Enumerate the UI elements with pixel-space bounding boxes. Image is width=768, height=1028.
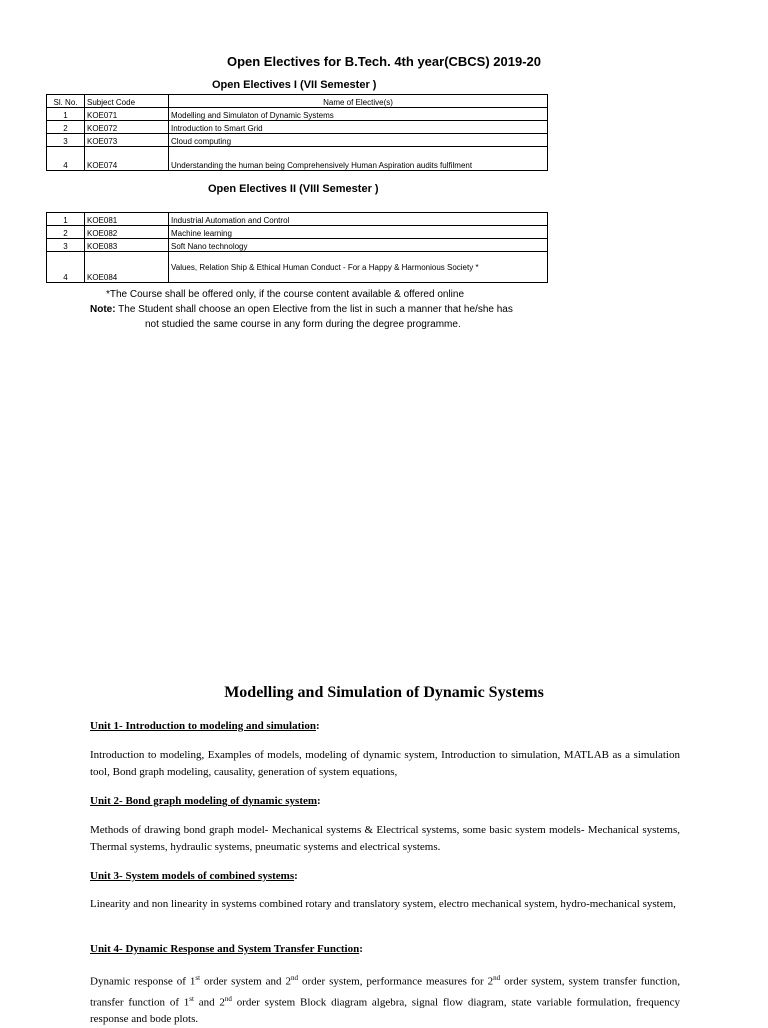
cell-code: KOE074 [85,147,169,171]
cell-name: Modelling and Simulaton of Dynamic Systems [169,108,548,121]
ordinal-suffix: nd [291,974,299,982]
table2-heading: Open Electives II (VIII Semester ) [208,183,379,195]
cell-name: Industrial Automation and Control [169,213,548,226]
cell-code: KOE082 [85,226,169,239]
unit-heading: Unit 2- Bond graph modeling of dynamic system: [90,795,321,807]
table-row [47,239,548,252]
unit-text: and 2 [193,996,225,1009]
table-row [47,213,548,226]
table-row [47,147,548,171]
course-title: Modelling and Simulation of Dynamic Systems [224,684,544,701]
table-row [47,134,548,147]
electives-table-2 [46,212,548,283]
unit-body: Methods of drawing bond graph model- Mechanical systems & Electrical systems, some basic system models- Mechanical systems, Thermal systems, hydraulic systems, pneumatic systems and electrical systems. [90,824,680,853]
cell-sl: 4 [47,147,85,171]
cell-sl: 2 [47,226,85,239]
note-line-2: not studied the same course in any form during the degree programme. [145,319,461,330]
cell-name: Values, Relation Ship & Ethical Human Conduct - For a Happy & Harmonious Society * [169,252,548,283]
unit-label: Unit 4- Dynamic Response and System Transfer Function [90,943,360,955]
cell-sl: 2 [47,121,85,134]
cell-sl: 3 [47,239,85,252]
cell-sl: 4 [47,252,85,283]
note-label: Note: [90,304,116,315]
cell-code: KOE071 [85,108,169,121]
cell-sl: 1 [47,213,85,226]
unit-label: Unit 3- System models of combined systems [90,870,295,882]
unit-text: order system Block diagram algebra, signal flow diagram, state variable formulation, frequency response and bode plots. [90,996,680,1026]
unit-heading: Unit 4- Dynamic Response and System Transfer Function: [90,943,363,955]
cell-name: Introduction to Smart Grid [169,121,548,134]
note-text: The Student shall choose an open Elective from the list in such a manner that he/she has [115,304,513,315]
column-header-sl: Sl. No. [47,95,85,108]
cell-code: KOE072 [85,121,169,134]
unit-label: Unit 1- Introduction to modeling and simulation [90,720,316,732]
note-line-1 [90,304,513,315]
cell-code: KOE081 [85,213,169,226]
cell-sl: 3 [47,134,85,147]
cell-name: Machine learning [169,226,548,239]
unit-text: order system, performance measures for 2 [298,975,494,988]
unit-text: order system and 2 [200,975,292,988]
cell-sl: 1 [47,108,85,121]
unit-text: Dynamic response of 1 [90,975,196,988]
cell-code: KOE084 [85,252,169,283]
page-title: Open Electives for B.Tech. 4th year(CBCS) 2019-20 [226,54,542,69]
cell-code: KOE083 [85,239,169,252]
unit-label: Unit 2- Bond graph modeling of dynamic system [90,795,318,807]
ordinal-suffix: nd [224,994,232,1003]
ordinal-suffix: st [195,974,201,982]
cell-name: Soft Nano technology [169,239,548,252]
column-header-code: Subject Code [85,95,169,108]
column-header-name: Name of Elective(s) [169,95,548,108]
footnote: *The Course shall be offered only, if the course content available & offered online [106,289,465,300]
table-row [47,252,548,283]
cell-code: KOE073 [85,134,169,147]
ordinal-suffix: st [189,994,194,1003]
table1-heading: Open Electives I (VII Semester ) [212,79,377,91]
table-row [47,226,548,239]
unit-body: Linearity and non linearity in systems combined rotary and translatory system, electro mechanical system, hydro-mechanical system, [90,898,676,910]
unit-heading: Unit 1- Introduction to modeling and simulation: [90,720,320,732]
ordinal-suffix: nd [493,974,501,982]
cell-name: Cloud computing [169,134,548,147]
table-header-row [47,95,548,108]
table-row [47,121,548,134]
unit-body: Introduction to modeling, Examples of models, modeling of dynamic system, Introduction to simulation, MATLAB as a simulation tool, Bond graph modeling, causality, generation of system equations, [90,749,680,778]
unit-heading: Unit 3- System models of combined systems: [90,870,298,882]
unit-body [90,970,680,1028]
table-row [47,108,548,121]
cell-name: Understanding the human being Comprehensively Human Aspiration audits fulfilment [169,147,548,171]
electives-table-1 [46,94,548,171]
unit-text: order system, system transfer function, transfer function of 1 [90,975,680,1009]
